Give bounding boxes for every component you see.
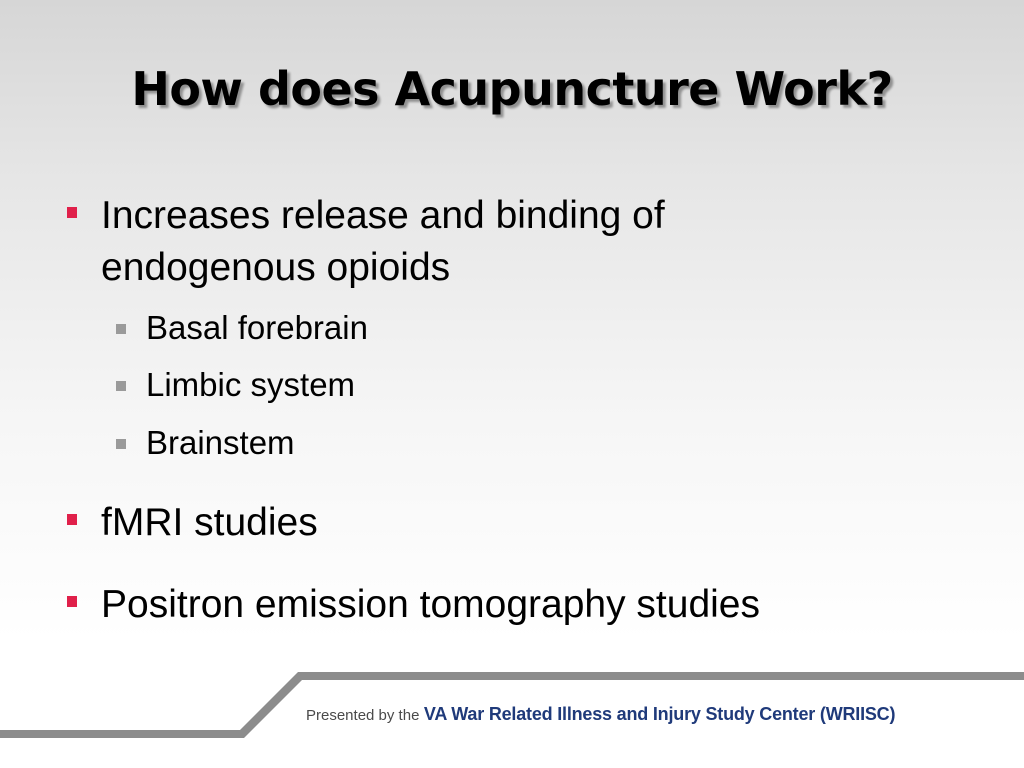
footer-prefix: Presented by the bbox=[306, 707, 420, 724]
sub-bullet-item bbox=[146, 308, 368, 348]
bullet-text: Positron emission tomography studies bbox=[101, 583, 760, 626]
bullet-item-pet bbox=[101, 579, 801, 631]
sub-bullet-text: Limbic system bbox=[146, 366, 356, 403]
bullet-text: fMRI studies bbox=[101, 501, 318, 544]
sub-bullet-text: Brainstem bbox=[146, 424, 295, 461]
bullet-item-fmri bbox=[101, 497, 801, 549]
bullet-marker bbox=[67, 514, 77, 525]
sub-bullet-marker bbox=[116, 381, 126, 391]
sub-bullet-marker bbox=[116, 324, 126, 334]
footer-credit bbox=[306, 704, 895, 725]
bullet-text: Increases release and binding of endogenous opioids bbox=[101, 194, 665, 289]
bullet-marker bbox=[67, 596, 77, 607]
sub-bullet-item bbox=[146, 365, 355, 405]
sub-bullet-marker bbox=[116, 439, 126, 449]
slide-title: How does Acupuncture Work? bbox=[131, 62, 893, 116]
sub-bullet-text: Basal forebrain bbox=[146, 309, 368, 346]
sub-bullet-item bbox=[146, 423, 295, 463]
bullet-item-opioids bbox=[101, 190, 801, 294]
bullet-marker bbox=[67, 207, 77, 218]
footer-organization: VA War Related Illness and Injury Study Center (WRIISC) bbox=[423, 704, 896, 724]
